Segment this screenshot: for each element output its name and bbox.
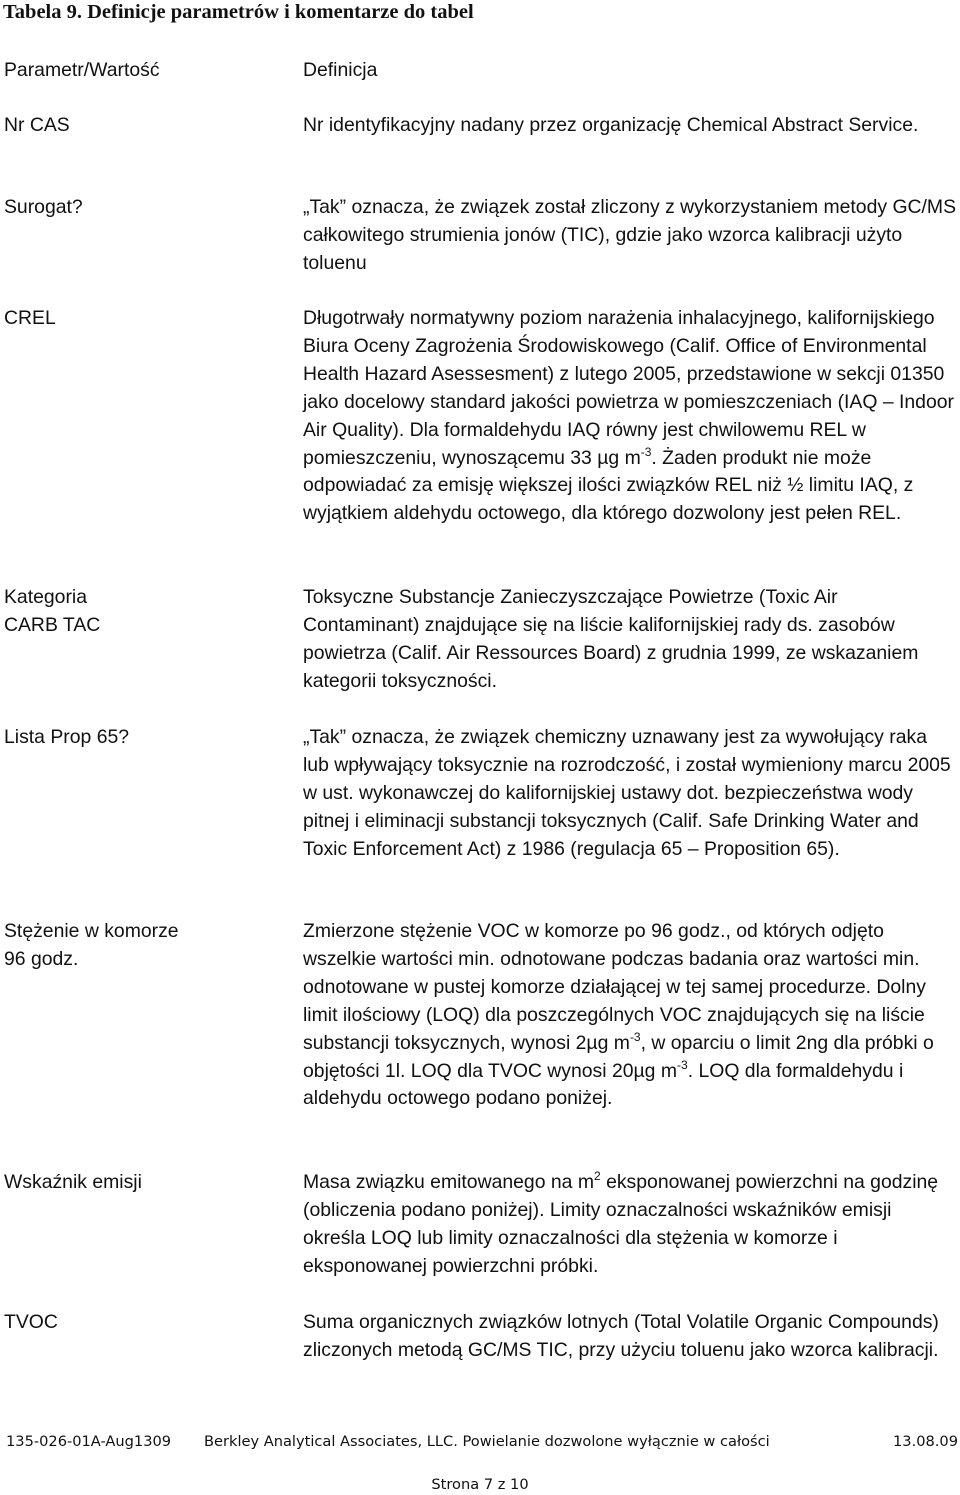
term-tvoc: TVOC <box>4 1311 58 1333</box>
term-carb-tac: Kategoria CARB TAC <box>4 586 101 636</box>
definition-text-cont: , w oparciu o limit 2ng dla próbki o objętości 1l. LOQ dla TVOC wynosi 20µg m <box>303 1031 934 1082</box>
definition-text: Nr identyfikacyjny nadany przez organizację Chemical Abstract Service. <box>303 114 919 136</box>
definition-surogat <box>303 194 958 278</box>
definition-text-cont: eksponowanej powierzchni na godzinę (obliczenia podano poniżej). Limity oznaczalności wskaźników emisji określa LOQ lub limity oznaczalności dla stężenia w komorze i eksponowanej powierzchni próbki. <box>303 1171 939 1277</box>
definition-text: Toksyczne Substancje Zanieczyszczające Powietrze (Toxic Air Contaminant) znajdujące się na liście kalifornijskiej rady ds. zasobów powietrza (Calif. Air Ressources Board) z grudnia 1999, ze wskazaniem kategorii toksyczności. <box>303 586 919 692</box>
definition-text-cont: . Żaden produkt nie może odpowiadać za emisję większej ilości związków REL niż ½ limitu IAQ, z wyjątkiem aldehydu octowego, dla którego dozwolony jest pełen REL. <box>303 446 914 525</box>
footer-date: 13.08.09 <box>893 1433 958 1450</box>
term-emission-factor: Wskaźnik emisji <box>4 1171 142 1193</box>
term-nr-cas: Nr CAS <box>4 114 70 136</box>
definition-text-cont: . LOQ dla formaldehydu i aldehydu octowego podano poniżej. <box>303 1059 904 1110</box>
definition-crel <box>303 305 958 528</box>
definition-text: Masa związku emitowanego na m <box>303 1171 594 1193</box>
footer-doc-id: 135-026-01A-Aug1309 <box>6 1433 172 1450</box>
superscript: -3 <box>677 1057 688 1072</box>
definition-prop-65 <box>303 724 958 864</box>
superscript: 2 <box>594 1169 601 1183</box>
definition-text: Zmierzone stężenie VOC w komorze po 96 godz., od których odjęto wszelkie wartości min. odnotowane podczas badania oraz wartości min. odnotowane w pustej komorze działającej w tej samej procedurze. Dolny limit ilościowy (LOQ) dla poszczególnych VOC znajdujących się na liście substancji toksycznych, wynosi 2µg m <box>303 920 926 1054</box>
footer-notice: Berkley Analytical Associates, LLC. Powielanie dozwolone wyłącznie w całości <box>204 1433 770 1450</box>
definition-chamber-concentration <box>303 918 958 1113</box>
definition-nr-cas <box>303 112 958 140</box>
table-title: Tabela 9. Definicje parametrów i komentarze do tabel <box>3 1 474 23</box>
term-crel: CREL <box>4 307 56 329</box>
definition-emission-factor <box>303 1169 958 1281</box>
definition-text: „Tak” oznacza, że związek chemiczny uznawany jest za wywołujący raka lub wpływający toksycznie na rozrodczość, i został wymieniony marcu 2005 w ust. wykonawczej do kalifornijskiej ustawy dot. bezpieczeństwa wody pitnej i eliminacji substancji toksycznych (Calif. Safe Drinking Water and Toxic Enforcement Act) z 1986 (regulacja 65 – Proposition 65). <box>303 726 951 860</box>
superscript: -3 <box>640 444 652 459</box>
definition-tvoc <box>303 1309 958 1365</box>
term-prop-65: Lista Prop 65? <box>4 726 130 748</box>
definition-carb-tac <box>303 584 958 696</box>
definition-text: Suma organicznych związków lotnych (Total Volatile Organic Compounds) zliczonych metodą GC/MS TIC, przy użyciu toluenu jako wzorca kalibracji. <box>303 1311 939 1361</box>
header-param: Parametr/Wartość <box>4 59 160 81</box>
definition-text: Długotrwały normatywny poziom narażenia inhalacyjnego, kalifornijskiego Biura Oceny Zagrożenia Środowiskowego (Calif. Office of Environmental Health Hazard Asessesment) z lutego 2005, przedstawione w sekcji 01350 jako docelowy standard jakości powietrza w pomieszczeniach (IAQ – Indoor Air Quality). Dla formaldehydu IAQ równy jest chwilowemu REL w pomieszczeniu, wynoszącemu 33 µg m <box>303 307 954 469</box>
term-surogat: Surogat? <box>4 196 83 218</box>
page-number: Strona 7 z 10 <box>431 1476 529 1493</box>
definition-text: „Tak” oznacza, że związek został zliczony z wykorzystaniem metody GC/MS całkowitego strumienia jonów (TIC), gdzie jako wzorca kalibracji użyto toluenu <box>303 196 957 274</box>
term-chamber-concentration: Stężenie w komorze 96 godz. <box>4 920 179 970</box>
superscript: -3 <box>629 1029 641 1044</box>
header-definition: Definicja <box>303 59 378 81</box>
